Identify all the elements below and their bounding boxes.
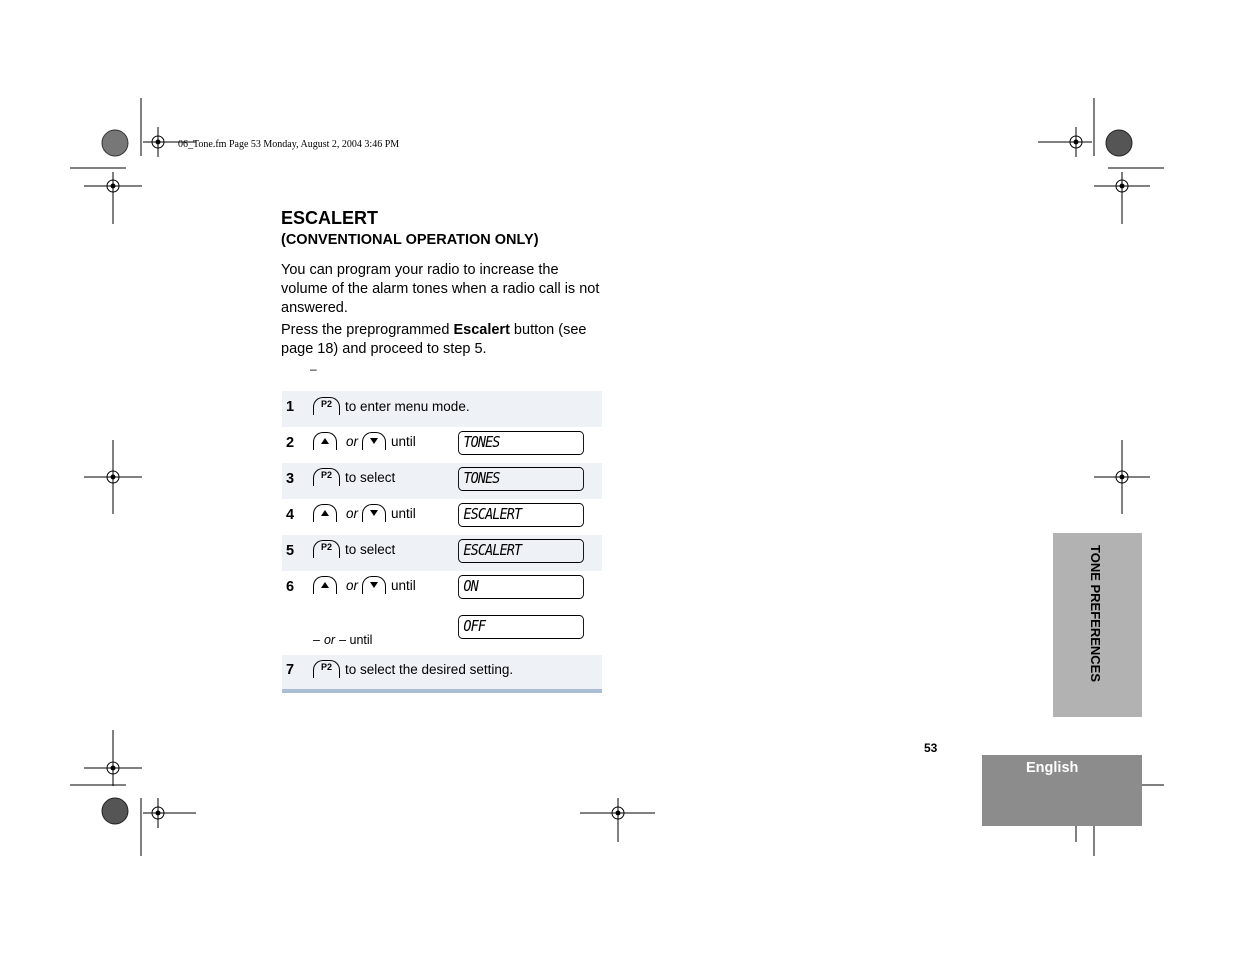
lcd-display: TONES — [458, 431, 584, 455]
p2-button-icon: P2 — [313, 397, 340, 415]
steps-table — [282, 391, 602, 689]
step-number: 6 — [286, 579, 295, 595]
down-arrow-button-icon — [362, 576, 386, 594]
intro-paragraph: You can program your radio to increase the volume of the alarm tones when a radio call is not answered. — [281, 262, 600, 316]
lcd-display: TONES — [458, 467, 584, 491]
step-text: to enter menu mode. — [345, 398, 470, 414]
up-arrow-button-icon — [313, 504, 337, 522]
table-bottom-rule — [282, 689, 602, 693]
section-title: ESCALERT — [281, 208, 379, 228]
step-row-5: 5 P2 to select ESCALERT — [282, 535, 602, 571]
step-row-7 — [282, 655, 602, 689]
press-paragraph: Press the preprogrammed Escalert button (see page 18) and proceed to step 5. — [281, 322, 587, 357]
down-arrow-button-icon — [362, 504, 386, 522]
lcd-display: ON — [458, 575, 584, 599]
step-row-1 — [282, 391, 602, 427]
dash-mark: – — [310, 362, 317, 376]
lcd-display: ESCALERT — [458, 503, 584, 527]
p2-button-icon: P2 — [313, 540, 340, 558]
file-header-note: 06_Tone.fm Page 53 Monday, August 2, 2004 3:46 PM — [178, 139, 400, 150]
step-number: 1 — [286, 399, 295, 415]
step-number: 5 — [286, 543, 295, 559]
step-row-4: 4 or until ESCALERT — [282, 499, 602, 535]
chapter-side-tab — [1053, 533, 1142, 717]
alternative-text: – or – until — [313, 633, 373, 647]
lcd-display-alt: OFF — [458, 615, 584, 639]
up-arrow-button-icon — [313, 432, 337, 450]
step-number: 7 — [286, 662, 295, 678]
language-tab-label: English — [1026, 760, 1079, 776]
section-subtitle: (CONVENTIONAL OPERATION ONLY) — [281, 232, 539, 248]
up-arrow-button-icon — [313, 576, 337, 594]
escalert-term: Escalert — [453, 322, 510, 338]
chapter-tab-label: TONE PREFERENCES — [1088, 545, 1103, 683]
p2-button-icon: P2 — [313, 660, 340, 678]
lcd-display: ESCALERT — [458, 539, 584, 563]
page-number: 53 — [924, 741, 938, 755]
step-number: 4 — [286, 507, 295, 523]
p2-button-icon: P2 — [313, 468, 340, 486]
down-arrow-button-icon — [362, 432, 386, 450]
step-number: 2 — [286, 435, 295, 451]
step-text: to select the desired setting. — [345, 661, 514, 677]
step-row-3: 3 P2 to select TONES — [282, 463, 602, 499]
language-tab — [982, 755, 1142, 826]
step-number: 3 — [286, 471, 295, 487]
step-row-6: 6 or until ON – or – until OFF — [282, 571, 602, 655]
step-row-2: 2 or until TONES — [282, 427, 602, 463]
